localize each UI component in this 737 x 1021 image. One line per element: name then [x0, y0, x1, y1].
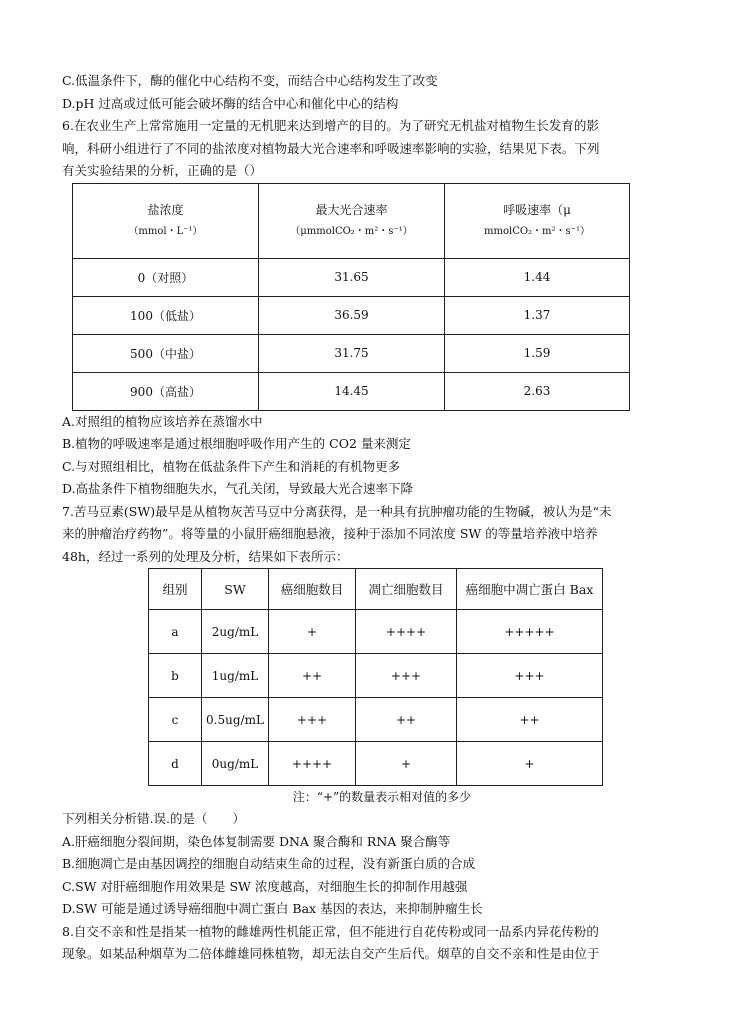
table-cell: 900（高盐）: [73, 372, 259, 410]
q6-option-c: C.与对照组相比，植物在低盐条件下产生和消耗的有机物更多: [62, 458, 401, 474]
table-header-row: [73, 183, 630, 258]
table-cell: +: [269, 610, 356, 654]
table-cell: +++: [457, 654, 603, 698]
table-cell: 2ug/mL: [202, 610, 269, 654]
table-cell: 36.59: [259, 296, 445, 334]
q8-stem-line-1: 8.自交不亲和性是指某一植物的雌雄两性机能正常，但不能进行自花传粉或同一品系内异花传粉的: [62, 923, 599, 939]
table-row: [149, 742, 603, 786]
table-row: [73, 334, 630, 372]
q6-stem-line-3: 有关实验结果的分析，正确的是（）: [62, 163, 263, 178]
header-respiration-rate: 呼吸速率（μ mmolCO₂・m²・s⁻¹）: [445, 183, 630, 258]
table-cell: c: [149, 698, 202, 742]
table-cell: 500（中盐）: [73, 334, 259, 372]
q7-question: 下列相关分析错.误.的是（ ）: [62, 811, 245, 826]
q6-option-b: B.植物的呼吸速率是通过根细胞呼吸作用产生的 CO2 量来测定: [62, 436, 411, 451]
header-apoptotic-cell-count: 凋亡细胞数目: [356, 569, 457, 610]
q6-option-a: A.对照组的植物应该培养在蒸馏水中: [62, 413, 263, 429]
table-cell: 0（对照）: [73, 258, 259, 296]
q6-stem-line-2: 响，科研小组进行了不同的盐浓度对植物最大光合速率和呼吸速率影响的实验，结果见下表。下列: [62, 140, 600, 156]
q7-stem-line-1: 7.苦马豆素(SW)最早是从植物灰苦马豆中分离获得，是一种具有抗肿瘤功能的生物碱，被认为是“未: [62, 503, 612, 519]
q7-option-a: A.肝癌细胞分裂间期，染色体复制需要 DNA 聚合酶和 RNA 聚合酶等: [62, 833, 451, 849]
option-d-q5: D.pH 过高或过低可能会破坏酶的结合中心和催化中心的结构: [62, 95, 399, 111]
document-page: [62, 70, 680, 966]
table-cell: ++: [269, 654, 356, 698]
table-row: [73, 296, 630, 334]
q7-stem-line-3: 48h，经过一系列的处理及分析，结果如下表所示：: [62, 548, 349, 564]
table-cell: 0.5ug/mL: [202, 698, 269, 742]
header-bax-protein: 癌细胞中凋亡蛋白 Bax: [457, 569, 603, 610]
table-cell: 2.63: [445, 372, 630, 410]
table-cell: ++++: [269, 742, 356, 786]
table-row: [149, 610, 603, 654]
table-row: [149, 654, 603, 698]
header-salt-concentration: 盐浓度 （mmol・L⁻¹）: [73, 183, 259, 258]
q6-table: [72, 183, 630, 411]
table-row: [149, 698, 603, 742]
table-cell: ++: [356, 698, 457, 742]
table-cell: 1.59: [445, 334, 630, 372]
table-cell: 31.65: [259, 258, 445, 296]
header-sw: SW: [202, 569, 269, 610]
q6-stem-line-1: 6.在农业生产上常常施用一定量的无机肥来达到增产的目的。为了研究无机盐对植物生长发育的影: [62, 118, 599, 133]
q7-option-b: B.细胞凋亡是由基因调控的细胞自动结束生命的过程，没有新蛋白质的合成: [62, 856, 476, 871]
table-row: [73, 372, 630, 410]
header-cancer-cell-count: 癌细胞数目: [269, 569, 356, 610]
table-cell: +: [457, 742, 603, 786]
header-max-photosynthesis-rate: 最大光合速率 （μmmolCO₂・m²・s⁻¹）: [259, 183, 445, 258]
table-cell: b: [149, 654, 202, 698]
table-header-row: [149, 569, 603, 610]
table-cell: +++: [356, 654, 457, 698]
q7-table-note: 注：“+”的数量表示相对值的多少: [292, 790, 472, 804]
table-cell: 31.75: [259, 334, 445, 372]
q6-option-d: D.高盐条件下植物细胞失水，气孔关闭，导致最大光合速率下降: [62, 481, 414, 496]
table-cell: d: [149, 742, 202, 786]
table-row: [73, 258, 630, 296]
table-cell: 0ug/mL: [202, 742, 269, 786]
table-cell: +++: [269, 698, 356, 742]
q7-table: [148, 568, 603, 786]
table-cell: 1ug/mL: [202, 654, 269, 698]
table-cell: 1.44: [445, 258, 630, 296]
table-cell: ++: [457, 698, 603, 742]
q8-stem-line-2: 现象。如某品种烟草为二倍体雌雄同株植物，却无法自交产生后代。烟草的自交不亲和性是由位于: [62, 946, 600, 961]
table-cell: ++++: [356, 610, 457, 654]
table-cell: 100（低盐）: [73, 296, 259, 334]
table-cell: 1.37: [445, 296, 630, 334]
q7-stem-line-2: 来的肿瘤治疗药物”。将等量的小鼠肝癌细胞悬液，接种于添加不同浓度 SW 的等量培养液中培养: [62, 526, 598, 541]
header-group: 组别: [149, 569, 202, 610]
q7-option-d: D.SW 可能是通过诱导癌细胞中凋亡蛋白 Bax 基因的表达，来抑制肿瘤生长: [62, 901, 483, 916]
table-cell: +: [356, 742, 457, 786]
table-cell: a: [149, 610, 202, 654]
q7-option-c: C.SW 对肝癌细胞作用效果是 SW 浓度越高，对细胞生长的抑制作用越强: [62, 878, 468, 894]
table-cell: +++++: [457, 610, 603, 654]
option-c-q5: C.低温条件下，酶的催化中心结构不变，而结合中心结构发生了改变: [62, 73, 438, 88]
table-cell: 14.45: [259, 372, 445, 410]
